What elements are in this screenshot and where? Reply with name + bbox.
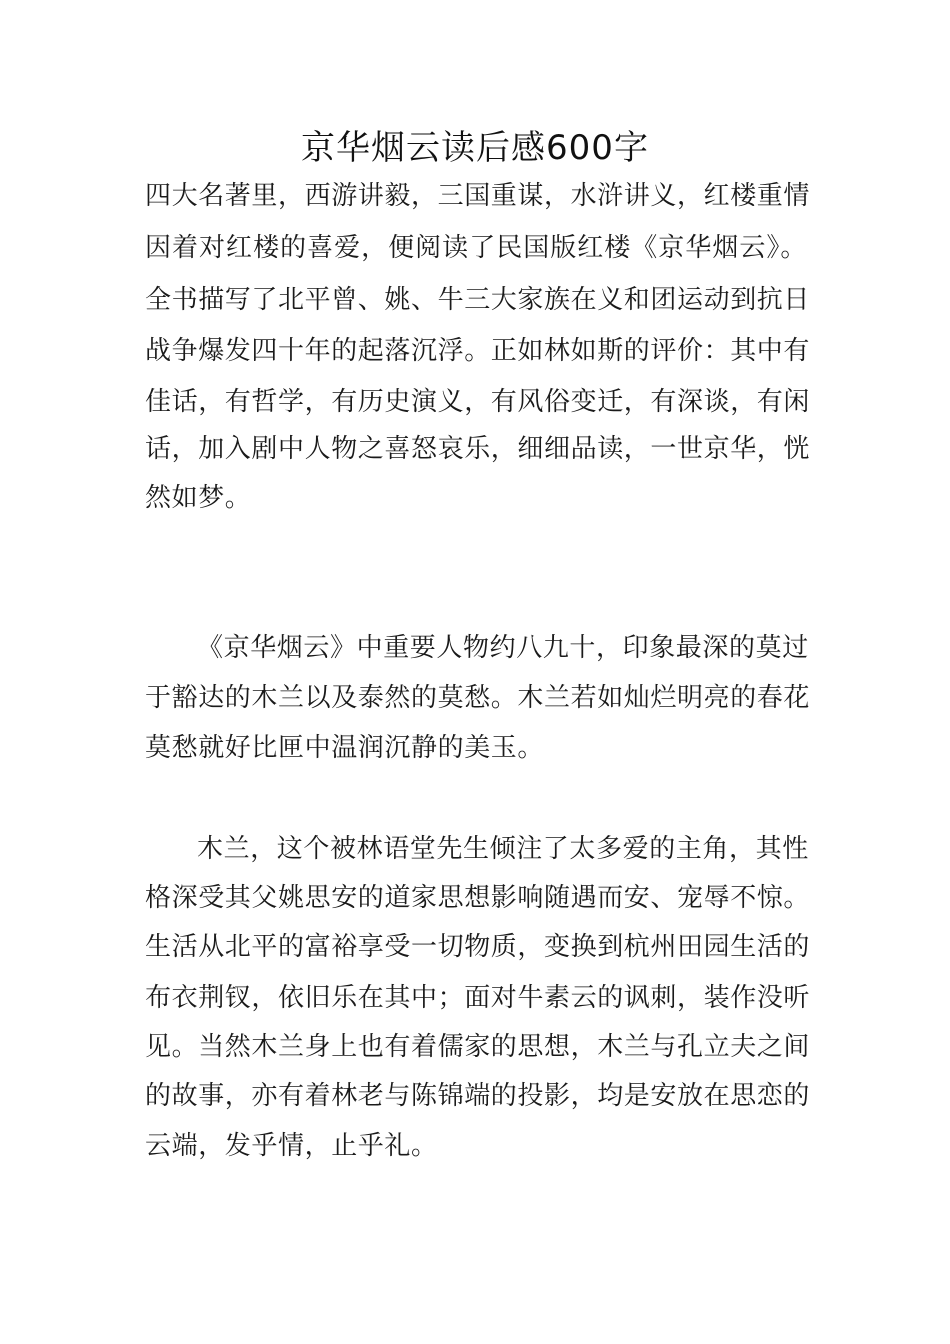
document-title: 京华烟云读后感600字 — [301, 128, 649, 168]
paragraph-line: 木兰，这个被林语堂先生倾注了太多爱的主角，其性 — [197, 834, 809, 864]
paragraph-line: 佳话，有哲学，有历史演义，有风俗变迁，有深谈，有闲 — [145, 387, 811, 417]
paragraph-line: 全书描写了北平曾、姚、牛三大家族在义和团运动到抗日 — [145, 285, 811, 315]
paragraph-line: 的故事，亦有着林老与陈锦端的投影，均是安放在思恋的 — [145, 1081, 811, 1111]
paragraph-line: 四大名著里，西游讲毅，三国重谋，水浒讲义，红楼重情 — [145, 181, 811, 211]
paragraph-line: 布衣荆钗，依旧乐在其中；面对牛素云的讽刺，装作没听 — [145, 983, 811, 1013]
paragraph-line: 于豁达的木兰以及泰然的莫愁。木兰若如灿烂明亮的春花 — [145, 683, 811, 713]
paragraph-line: 格深受其父姚思安的道家思想影响随遇而安、宠辱不惊。 — [145, 883, 811, 913]
paragraph-line: 见。当然木兰身上也有着儒家的思想，木兰与孔立夫之间 — [145, 1032, 811, 1062]
paragraph-line: 云端，发乎情，止乎礼。 — [145, 1131, 438, 1161]
paragraph-line: 生活从北平的富裕享受一切物质，变换到杭州田园生活的 — [145, 932, 811, 962]
paragraph-line: 《京华烟云》中重要人物约八九十，印象最深的莫过 — [197, 633, 809, 663]
paragraph-line: 莫愁就好比匣中温润沉静的美玉。 — [145, 733, 545, 763]
paragraph-line: 战争爆发四十年的起落沉浮。正如林如斯的评价：其中有 — [145, 336, 811, 366]
paragraph-line: 话，加入剧中人物之喜怒哀乐，细细品读，一世京华，恍 — [145, 434, 811, 464]
paragraph-line: 然如梦。 — [145, 483, 252, 513]
paragraph-line: 因着对红楼的喜爱，便阅读了民国版红楼《京华烟云》。 — [145, 233, 807, 263]
